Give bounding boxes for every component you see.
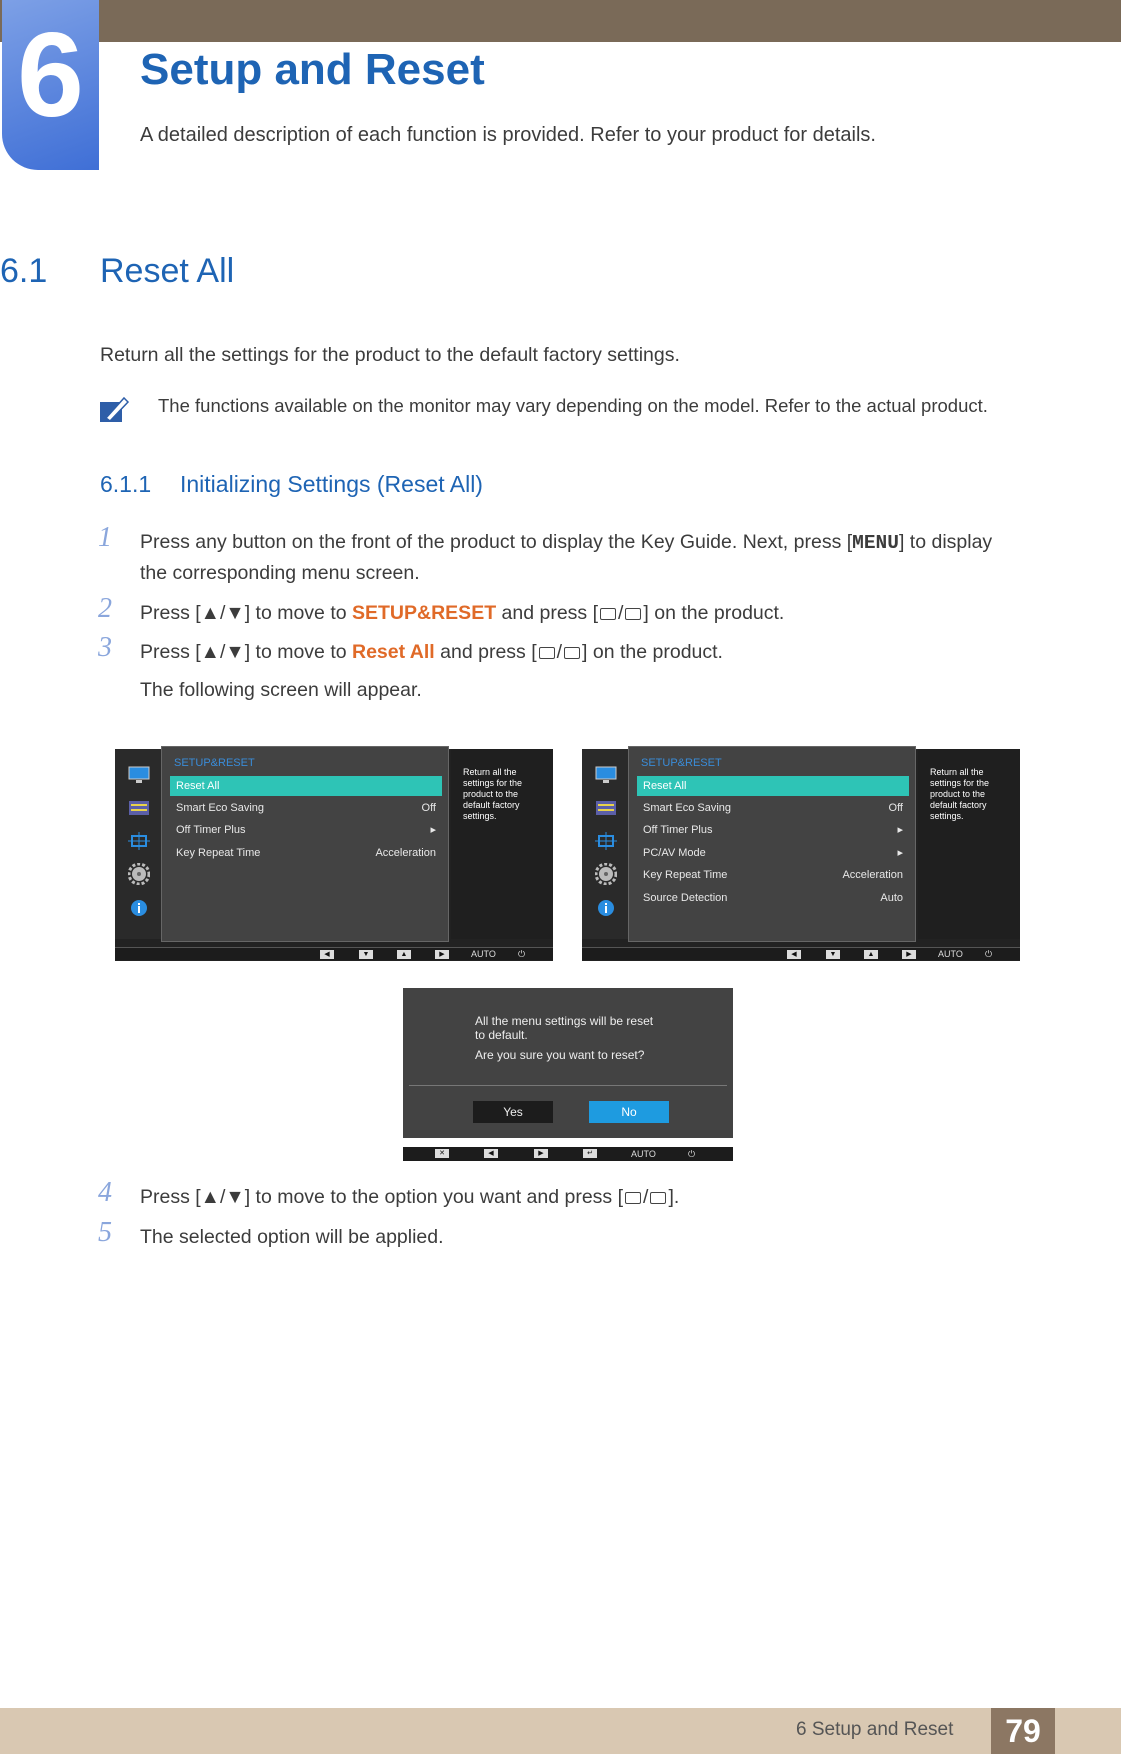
step-3-after: The following screen will appear. <box>140 679 422 701</box>
up-arrow-icon[interactable]: ▲ <box>864 950 878 959</box>
osd-sidebar <box>582 749 628 939</box>
step-number: 2 <box>98 593 112 624</box>
step-2-text: Press [▲/▼] to move to SETUP&RESET and press [ / ] on the product. <box>140 602 785 624</box>
osd-help-text: Return all the settings for the product to the default factory settings. <box>451 749 553 939</box>
note-text: The functions available on the monitor may vary depending on the model. Refer to the actual product. <box>158 395 988 416</box>
step-number: 5 <box>98 1217 112 1248</box>
dialog-question: Are you sure you want to reset? <box>475 1048 645 1062</box>
enter-button-icon <box>650 1192 666 1204</box>
step-1-text: Press any button on the front of the product to display the Key Guide. Next, press [MENU] to display the corresponding menu screen. <box>140 531 993 584</box>
osd-menu-item[interactable]: Source Detection Auto <box>643 892 903 904</box>
chapter-title: Setup and Reset <box>140 45 485 94</box>
left-arrow-icon[interactable]: ◀ <box>484 1149 498 1158</box>
osd-screen-left <box>115 749 553 961</box>
source-button-icon <box>625 1192 641 1204</box>
size-position-icon <box>128 832 150 850</box>
step-4-text: Press [▲/▼] to move to the option you want and press [ / ]. <box>140 1186 680 1208</box>
picture-icon <box>128 799 150 817</box>
auto-button[interactable]: AUTO <box>938 949 963 959</box>
reset-confirm-dialog <box>403 988 733 1138</box>
info-icon <box>595 899 617 917</box>
gear-icon <box>595 863 617 885</box>
auto-button[interactable]: AUTO <box>631 1149 656 1159</box>
osd-menu-title: SETUP&RESET <box>641 757 722 769</box>
chapter-subtitle: A detailed description of each function is provided. Refer to your product for details. <box>140 124 876 146</box>
osd-help-text: Return all the settings for the product to the default factory settings. <box>918 749 1020 939</box>
osd-sidebar <box>115 749 161 939</box>
gear-icon <box>128 863 150 885</box>
osd-screen-right <box>582 749 1020 961</box>
power-icon[interactable]: ⏻ <box>688 1149 696 1159</box>
osd-menu-item[interactable]: Smart Eco Saving Off <box>643 802 903 814</box>
source-button-icon <box>600 608 616 620</box>
down-arrow-icon[interactable]: ▼ <box>826 950 840 959</box>
step-number: 1 <box>98 522 112 553</box>
osd-menu-item[interactable]: Key Repeat Time Acceleration <box>176 847 436 859</box>
right-arrow-icon[interactable]: ▶ <box>435 950 449 959</box>
yes-button[interactable]: Yes <box>473 1101 553 1123</box>
osd-menu <box>161 746 449 942</box>
info-icon <box>128 899 150 917</box>
dialog-divider <box>409 1085 727 1086</box>
power-icon[interactable]: ⏻ <box>518 949 526 959</box>
dialog-message: All the menu settings will be reset <box>475 1014 654 1028</box>
close-icon[interactable]: ✕ <box>435 1149 449 1158</box>
osd-menu-item[interactable]: Smart Eco Saving Off <box>176 802 436 814</box>
osd-menu-title: SETUP&RESET <box>174 757 255 769</box>
down-arrow-icon[interactable]: ▼ <box>359 950 373 959</box>
osd-menu-item[interactable]: Off Timer Plus ▸ <box>176 824 436 836</box>
top-bar <box>0 0 1121 42</box>
osd-key-guide-bar <box>582 947 1020 960</box>
dialog-message: to default. <box>475 1028 528 1042</box>
osd-menu-item[interactable]: Reset All <box>637 776 909 796</box>
step-number: 4 <box>98 1177 112 1208</box>
osd-menu-item[interactable]: Off Timer Plus ▸ <box>643 824 903 836</box>
left-arrow-icon[interactable]: ◀ <box>787 950 801 959</box>
osd-key-guide-bar <box>115 947 553 960</box>
osd-menu-item[interactable]: Key Repeat Time Acceleration <box>643 869 903 881</box>
section-heading: 6.1 Reset All <box>0 252 235 290</box>
size-position-icon <box>595 832 617 850</box>
chapter-number: 6 <box>2 0 99 170</box>
enter-icon[interactable]: ↵ <box>583 1149 597 1158</box>
subsection-heading: 6.1.1 Initializing Settings (Reset All) <box>100 471 483 497</box>
monitor-icon <box>595 766 617 784</box>
osd-menu-item[interactable]: PC/AV Mode ▸ <box>643 847 903 859</box>
left-arrow-icon[interactable]: ◀ <box>320 950 334 959</box>
page-number: 79 <box>991 1708 1055 1754</box>
section-intro: Return all the settings for the product to the default factory settings. <box>100 344 680 366</box>
power-icon[interactable]: ⏻ <box>985 949 993 959</box>
picture-icon <box>595 799 617 817</box>
right-arrow-icon[interactable]: ▶ <box>534 1149 548 1158</box>
up-arrow-icon[interactable]: ▲ <box>397 950 411 959</box>
no-button[interactable]: No <box>589 1101 669 1123</box>
enter-button-icon <box>625 608 641 620</box>
page-footer <box>0 1708 1121 1754</box>
enter-button-icon <box>564 647 580 659</box>
monitor-icon <box>128 766 150 784</box>
step-5-text: The selected option will be applied. <box>140 1226 444 1248</box>
footer-chapter: 6 Setup and Reset <box>796 1719 954 1740</box>
osd-menu-item[interactable]: Reset All <box>170 776 442 796</box>
source-button-icon <box>539 647 555 659</box>
step-3-text: Press [▲/▼] to move to Reset All and press [ / ] on the product. <box>140 641 723 663</box>
dialog-key-guide-bar <box>403 1147 733 1161</box>
note-icon <box>98 394 130 426</box>
osd-menu <box>628 746 916 942</box>
step-number: 3 <box>98 632 112 663</box>
right-arrow-icon[interactable]: ▶ <box>902 950 916 959</box>
auto-button[interactable]: AUTO <box>471 949 496 959</box>
